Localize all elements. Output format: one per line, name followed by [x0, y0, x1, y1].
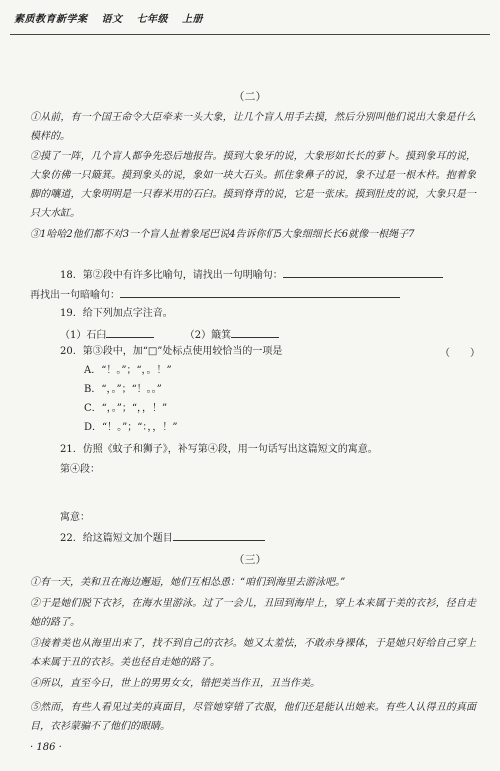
s3-paragraph-1: ①有一天，美和丑在海边邂逅，她们互相怂恿：“咱们到海里去游泳吧。”: [30, 577, 346, 588]
question-18a-text: 18．第②段中有许多比喻句，请找出一句明喻句：: [60, 270, 283, 281]
q19-item-2: （2）簸箕: [184, 330, 232, 341]
q20-answer-paren[interactable]: （ ）: [440, 348, 480, 359]
question-19: 19．给下列加点字注音。: [60, 308, 173, 319]
subject-label: 语文: [101, 14, 123, 25]
q19-item-1: （1）石臼: [60, 330, 107, 341]
grade-label: 七年级: [136, 14, 168, 25]
s3-paragraph-4: ④所以，直至今日，世上的男男女女，错把美当作丑，丑当作美。: [30, 678, 320, 689]
question-18b-text: 再找出一句暗喻句：: [30, 290, 120, 301]
header-divider: [10, 34, 490, 35]
answer-blank-22[interactable]: [173, 529, 265, 541]
question-18b: [30, 286, 400, 304]
q20-option-a[interactable]: A．“！。”；“，。！”: [84, 365, 172, 376]
question-22-text: 22．给这篇短文加个题目: [60, 533, 173, 544]
moral-label: 寓意：: [60, 512, 90, 523]
s2-paragraph-2: ②摸了一阵，几个盲人都争先恐后地报告。摸到大象牙的说，大象形如长长的萝卜。摸到象耳的说，大象仿佛一只簸箕。摸到象头的说，象如一块大石头。抓住象鼻子的说，象不过是一根木杵。抱着象脚的嚷道，大象明明是一只舂米用的石臼。摸到脊背的说，它是一张床。摸到肚皮的说，大象只是一只大水缸。: [30, 151, 476, 219]
answer-blank-18a[interactable]: [283, 266, 443, 278]
question-20: 20．第③段中，加“□”处标点使用较恰当的一项是: [60, 346, 283, 357]
s2-paragraph-3: ③1哈哈2他们都不对3一个盲人扯着象尾巴说4告诉你们5大象细细长长6就像一根绳子7: [30, 229, 415, 240]
q20-option-b[interactable]: B．“，。”；“！。。”: [84, 384, 162, 395]
question-21: 21．仿照《蚊子和狮子》，补写第④段，用一句话写出这篇短文的寓意。: [60, 444, 378, 455]
answer-blank-19-1[interactable]: [106, 326, 154, 338]
question-22: [60, 529, 265, 547]
s2-paragraph-1: ①从前，有一个国王命令大臣牵来一头大象，让几个盲人用手去摸，然后分别叫他们说出大象是什么模样的。: [30, 112, 476, 142]
section-3-title: （三）: [233, 553, 267, 566]
q20-option-c[interactable]: C．“，。”；“，，！”: [84, 403, 168, 414]
volume-label: 上册: [181, 14, 203, 25]
series-title: 素质教育新学案: [14, 14, 88, 25]
question-18a: [60, 266, 443, 284]
page-number: · 186 ·: [30, 742, 62, 753]
answer-blank-19-2[interactable]: [231, 326, 279, 338]
s3-paragraph-5: ⑤然而，有些人看见过美的真面目，尽管她穿错了衣服，他们还是能认出她来。有些人认得丑的真面目，衣衫蒙骗不了他们的眼睛。: [30, 702, 476, 732]
s3-paragraph-2: ②于是她们脱下衣衫，在海水里游泳。过了一会儿，丑回到海岸上，穿上本来属于美的衣衫，径自走她的路了。: [30, 598, 476, 628]
s3-paragraph-3: ③接着美也从海里出来了，找不到自己的衣衫。她又太羞怯，不敢赤身裸体，于是她只好给自己穿上本来属于丑的衣衫。美也径自走她的路了。: [30, 638, 476, 668]
q21-paragraph-label: 第④段：: [60, 464, 100, 475]
answer-blank-18b[interactable]: [120, 286, 400, 298]
section-2-title: （二）: [233, 90, 267, 103]
running-header: [14, 10, 486, 25]
q20-option-d[interactable]: D．“！。”；“：，，！”: [84, 422, 178, 433]
question-19-items: [60, 326, 279, 344]
